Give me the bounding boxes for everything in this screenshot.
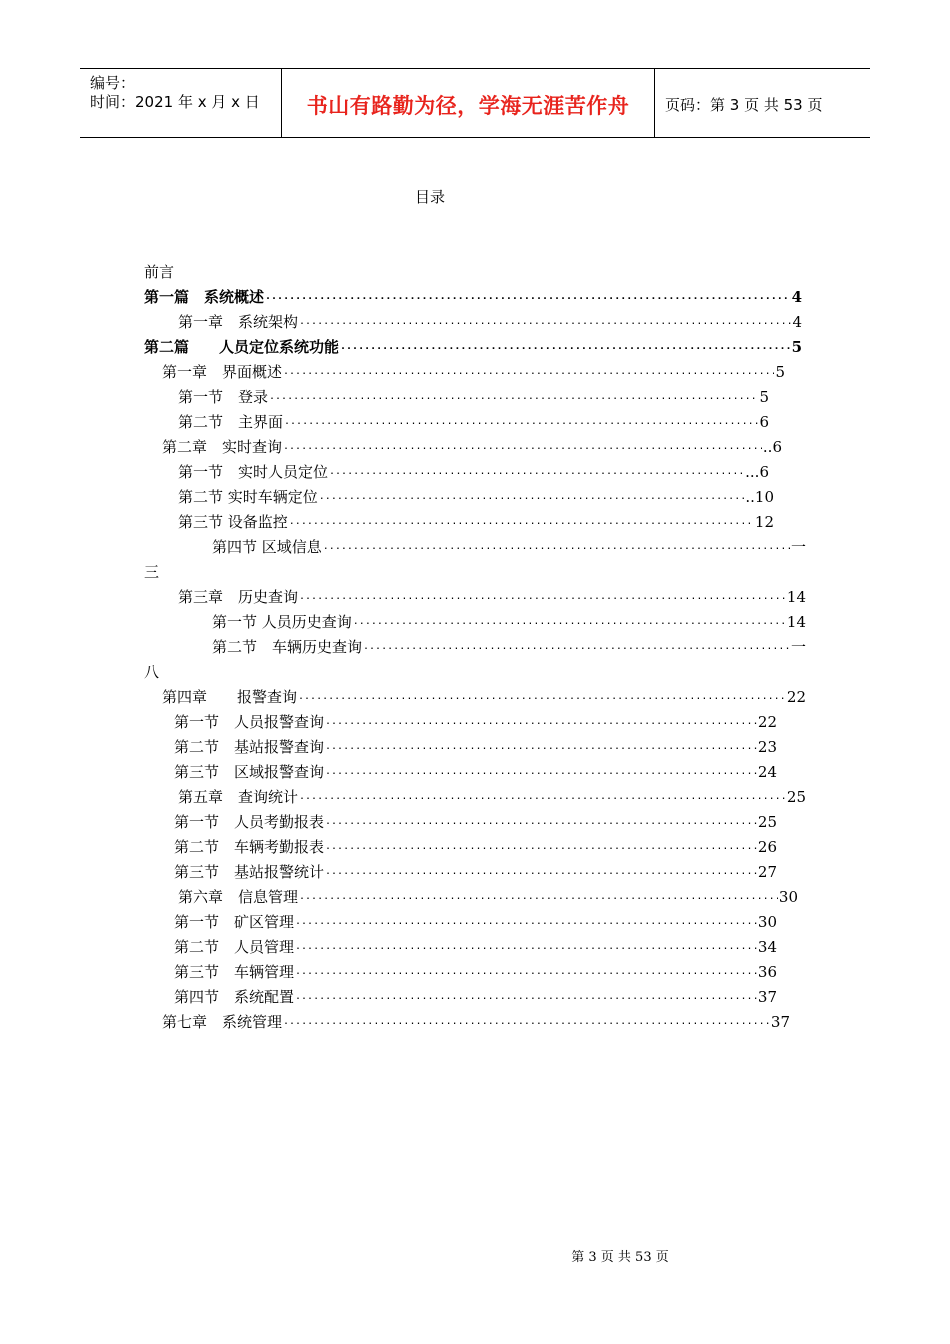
toc-page-number: 23 bbox=[757, 738, 777, 756]
toc-entry-label: 第五章 查询统计 bbox=[178, 788, 299, 806]
toc-entry-label: 第四节 系统配置 bbox=[174, 988, 295, 1006]
toc-entry[interactable] bbox=[178, 484, 774, 506]
toc-entry[interactable] bbox=[162, 1009, 790, 1031]
toc-leader bbox=[325, 713, 757, 731]
toc-leader bbox=[319, 488, 745, 506]
toc-entry-label: 第七章 系统管理 bbox=[162, 1013, 283, 1031]
toc-page-number: 25 bbox=[786, 788, 806, 806]
toc-leader bbox=[295, 938, 757, 956]
toc-entry-label: 第一节 矿区管理 bbox=[174, 913, 295, 931]
toc-leader bbox=[323, 538, 790, 556]
toc-page-number: 一 bbox=[790, 638, 806, 656]
toc-page-number: 30 bbox=[757, 913, 777, 931]
toc-entry-label: 第三节 车辆管理 bbox=[174, 963, 295, 981]
number-label: 编号： bbox=[90, 74, 136, 92]
toc-entry[interactable] bbox=[162, 684, 806, 706]
page-footer: 第 3 页 共 53 页 bbox=[571, 1250, 669, 1265]
toc-page-number: 22 bbox=[757, 713, 777, 731]
toc-leader bbox=[283, 363, 774, 381]
toc-leader bbox=[299, 888, 778, 906]
toc-entry[interactable] bbox=[174, 709, 777, 731]
toc-entry[interactable] bbox=[174, 909, 777, 931]
toc-page-number: ..6 bbox=[762, 438, 782, 456]
toc-entry-label: 第二节 实时车辆定位 bbox=[178, 488, 318, 506]
toc-page-number: 14 bbox=[786, 588, 806, 606]
toc-leader bbox=[289, 513, 754, 531]
toc-leader bbox=[299, 788, 786, 806]
toc-leader bbox=[298, 688, 786, 706]
toc-entry-label: 第四节 区域信息 bbox=[212, 538, 322, 556]
header-page-cell bbox=[655, 69, 870, 137]
toc-page-number: 5 bbox=[759, 388, 769, 406]
toc-page-number: 5 bbox=[791, 338, 802, 356]
toc-leader bbox=[340, 338, 791, 356]
toc-page-number: 一 bbox=[790, 538, 806, 556]
toc-entry-label: 第二节 主界面 bbox=[178, 413, 284, 431]
toc-entry-label: 第三节 基站报警统计 bbox=[174, 863, 325, 881]
toc-leader bbox=[353, 613, 786, 631]
toc-leader bbox=[299, 588, 786, 606]
toc-entry[interactable] bbox=[178, 409, 769, 431]
toc-entry[interactable] bbox=[212, 609, 806, 631]
toc-entry[interactable] bbox=[144, 659, 159, 681]
toc-entry-label: 第二节 车辆历史查询 bbox=[212, 638, 363, 656]
toc-entry-label: 八 bbox=[144, 663, 160, 681]
toc-leader bbox=[325, 863, 757, 881]
toc-entry[interactable] bbox=[174, 934, 777, 956]
toc-leader bbox=[325, 813, 757, 831]
toc-entry[interactable] bbox=[178, 784, 806, 806]
toc-page-number: 14 bbox=[786, 613, 806, 631]
toc-page-number: 26 bbox=[757, 838, 777, 856]
toc-leader bbox=[283, 438, 762, 456]
toc-page-number: 36 bbox=[757, 963, 777, 981]
toc-entry[interactable] bbox=[144, 334, 802, 356]
toc-entry-label: 第六章 信息管理 bbox=[178, 888, 299, 906]
toc-entry[interactable] bbox=[144, 259, 174, 281]
toc-entry-label: 第二节 基站报警查询 bbox=[174, 738, 325, 756]
toc-page-number: ...6 bbox=[745, 463, 769, 481]
toc-entry-label: 第二章 实时查询 bbox=[162, 438, 283, 456]
document-title: 目录 bbox=[414, 188, 445, 206]
page-info: 页码：第 3 页 共 53 页 bbox=[665, 95, 823, 114]
toc-entry-label: 第四章 报警查询 bbox=[162, 688, 298, 706]
toc-leader bbox=[329, 463, 744, 481]
toc-page-number: 4 bbox=[792, 313, 802, 331]
toc-leader bbox=[295, 913, 757, 931]
toc-leader bbox=[295, 988, 757, 1006]
toc-entry[interactable] bbox=[178, 459, 769, 481]
toc-entry[interactable] bbox=[174, 959, 777, 981]
toc-leader bbox=[269, 388, 758, 406]
toc-leader bbox=[299, 313, 791, 331]
toc-page-number: 34 bbox=[757, 938, 777, 956]
toc-entry-label: 第二篇 人员定位系统功能 bbox=[144, 338, 340, 356]
toc-entry-label: 第二节 车辆考勤报表 bbox=[174, 838, 325, 856]
toc-page-number: ..10 bbox=[745, 488, 774, 506]
page-header bbox=[80, 68, 870, 138]
toc-entry-label: 第一节 人员历史查询 bbox=[212, 613, 352, 631]
toc-entry[interactable] bbox=[212, 534, 806, 556]
toc-entry-label: 第一节 人员考勤报表 bbox=[174, 813, 325, 831]
toc-page-number: 4 bbox=[791, 288, 802, 306]
toc-leader bbox=[265, 288, 791, 306]
toc-page-number: 12 bbox=[754, 513, 774, 531]
toc-page-number: 25 bbox=[757, 813, 777, 831]
toc-entry[interactable] bbox=[178, 584, 806, 606]
toc-entry[interactable] bbox=[144, 284, 802, 306]
toc-entry[interactable] bbox=[174, 834, 777, 856]
toc-page-number: 37 bbox=[770, 1013, 790, 1031]
toc-leader bbox=[284, 413, 758, 431]
toc-leader bbox=[283, 1013, 770, 1031]
toc-entry[interactable] bbox=[144, 559, 159, 581]
toc-entry-label: 第一章 系统架构 bbox=[178, 313, 299, 331]
toc-page-number: 22 bbox=[786, 688, 806, 706]
toc-entry-label: 第三节 区域报警查询 bbox=[174, 763, 325, 781]
toc-entry[interactable] bbox=[212, 634, 806, 656]
toc-leader bbox=[295, 963, 757, 981]
toc-entry-label: 第三章 历史查询 bbox=[178, 588, 299, 606]
toc-entry[interactable] bbox=[178, 309, 802, 331]
toc-leader bbox=[325, 838, 757, 856]
toc-page-number: 5 bbox=[775, 363, 785, 381]
toc-leader bbox=[363, 638, 790, 656]
toc-page-number: 30 bbox=[778, 888, 798, 906]
toc-page-number: 27 bbox=[757, 863, 777, 881]
toc-page-number: 37 bbox=[757, 988, 777, 1006]
toc-leader bbox=[325, 738, 757, 756]
toc-entry[interactable] bbox=[174, 984, 777, 1006]
toc-page-number: 24 bbox=[757, 763, 777, 781]
toc-entry-label: 第一章 界面概述 bbox=[162, 363, 283, 381]
toc-page-number: 6 bbox=[759, 413, 769, 431]
toc-entry-label: 第一节 人员报警查询 bbox=[174, 713, 325, 731]
header-meta-cell bbox=[80, 69, 282, 137]
toc-leader bbox=[325, 763, 757, 781]
toc-entry[interactable] bbox=[162, 434, 782, 456]
toc-entry-label: 三 bbox=[144, 563, 160, 581]
toc-entry[interactable] bbox=[174, 809, 777, 831]
toc-entry[interactable] bbox=[174, 734, 777, 756]
toc-entry[interactable] bbox=[174, 859, 777, 881]
toc-entry-label: 第一篇 系统概述 bbox=[144, 288, 265, 306]
toc-entry-label: 第三节 设备监控 bbox=[178, 513, 288, 531]
toc-entry[interactable] bbox=[178, 884, 798, 906]
header-motto-cell bbox=[282, 69, 655, 137]
toc-entry[interactable] bbox=[178, 509, 774, 531]
toc-entry-label: 第二节 人员管理 bbox=[174, 938, 295, 956]
toc-entry[interactable] bbox=[174, 759, 777, 781]
toc-entry-label: 前言 bbox=[144, 263, 175, 281]
motto-text: 书山有路勤为径，学海无涯苦作舟 bbox=[306, 94, 630, 118]
toc-entry-label: 第一节 实时人员定位 bbox=[178, 463, 329, 481]
toc-entry-label: 第一节 登录 bbox=[178, 388, 269, 406]
time-label: 时间：2021 年 x 月 x 日 bbox=[90, 93, 260, 111]
toc-entry[interactable] bbox=[178, 384, 769, 406]
toc-entry[interactable] bbox=[162, 359, 785, 381]
